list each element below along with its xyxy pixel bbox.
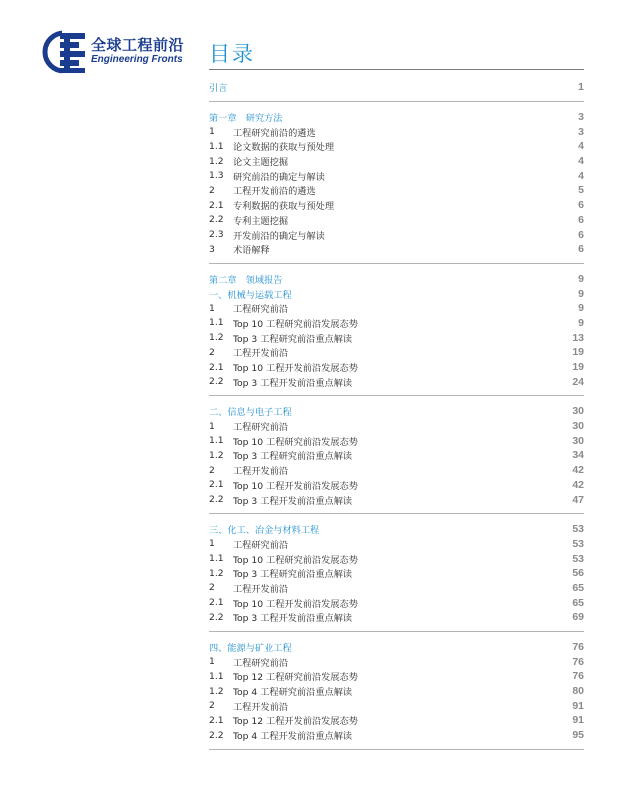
- toc-page-number: 53: [572, 523, 584, 536]
- toc-entry[interactable]: [209, 654, 584, 669]
- toc-entry-label: Top 4 工程研究前沿重点解读: [233, 687, 353, 699]
- toc-entry-label: Top 3 工程开发前沿重点解读: [233, 377, 353, 389]
- toc-page-number: 9: [578, 272, 584, 285]
- table-of-contents: [209, 80, 584, 758]
- toc-section: [209, 272, 584, 397]
- toc-section: [209, 110, 584, 264]
- toc-entry[interactable]: [209, 713, 584, 728]
- toc-page-number: 42: [572, 478, 584, 491]
- toc-entry[interactable]: [209, 154, 584, 169]
- toc-entry-label: Top 3 工程开发前沿重点解读: [233, 495, 353, 507]
- toc-heading[interactable]: [209, 110, 584, 125]
- toc-page-number: 34: [572, 449, 584, 462]
- toc-entry-number: 2.2: [209, 729, 224, 741]
- toc-page-number: 24: [572, 375, 584, 388]
- toc-page-number: 76: [572, 655, 584, 668]
- toc-entry[interactable]: [209, 581, 584, 596]
- toc-entry-number: 2.1: [209, 479, 224, 491]
- toc-entry-label: 工程研究前沿的遴选: [233, 127, 316, 139]
- toc-entry-label: 专利数据的获取与预处理: [233, 201, 335, 213]
- toc-page-number: 3: [578, 125, 584, 138]
- toc-entry[interactable]: [209, 242, 584, 257]
- toc-entry[interactable]: [209, 419, 584, 434]
- toc-entry[interactable]: [209, 669, 584, 684]
- toc-section: [209, 522, 584, 632]
- engineering-fronts-logo-icon: [42, 30, 86, 74]
- toc-entry-number: 1.3: [209, 170, 224, 182]
- toc-entry[interactable]: [209, 124, 584, 139]
- toc-entry-label: Top 10 工程开发前沿发展态势: [233, 598, 358, 610]
- toc-entry-label: 工程开发前沿: [233, 583, 289, 595]
- toc-page-number: 6: [578, 243, 584, 256]
- toc-entry[interactable]: [209, 551, 584, 566]
- toc-entry-number: 2: [209, 346, 215, 358]
- toc-entry-number: 2.1: [209, 199, 224, 211]
- toc-page-number: 19: [572, 361, 584, 374]
- toc-entry-number: 1.1: [209, 670, 224, 682]
- toc-entry[interactable]: [209, 301, 584, 316]
- toc-entry-label: 三、化工、冶金与材料工程: [209, 525, 320, 537]
- toc-entry-number: 2.1: [209, 714, 224, 726]
- toc-entry[interactable]: [209, 183, 584, 198]
- toc-entry-label: 工程开发前沿: [233, 701, 289, 713]
- toc-entry-number: 2.1: [209, 597, 224, 609]
- toc-heading[interactable]: [209, 80, 584, 95]
- toc-page-number: 3: [578, 111, 584, 124]
- toc-entry-number: 2.3: [209, 229, 224, 241]
- toc-entry-label: 工程研究前沿: [233, 657, 289, 669]
- toc-page-number: 42: [572, 464, 584, 477]
- toc-page-number: 30: [572, 434, 584, 447]
- toc-entry-number: 1: [209, 126, 215, 138]
- toc-section: [209, 404, 584, 514]
- toc-entry-number: 2: [209, 582, 215, 594]
- toc-entry[interactable]: [209, 433, 584, 448]
- toc-entry-number: 1.2: [209, 567, 224, 579]
- toc-entry-label: Top 3 工程研究前沿重点解读: [233, 333, 353, 345]
- toc-entry-label: Top 3 工程开发前沿重点解读: [233, 613, 353, 625]
- toc-page-number: 9: [578, 287, 584, 300]
- logo-chinese-name: 全球工程前沿: [91, 36, 185, 54]
- toc-entry[interactable]: [209, 316, 584, 331]
- toc-entry[interactable]: [209, 213, 584, 228]
- toc-page-number: 76: [572, 641, 584, 654]
- toc-entry-number: 1: [209, 538, 215, 550]
- toc-entry-number: 1: [209, 302, 215, 314]
- toc-entry-label: 第一章 研究方法: [209, 113, 283, 125]
- toc-entry-number: 2.2: [209, 494, 224, 506]
- toc-entry[interactable]: [209, 345, 584, 360]
- toc-entry-label: 工程研究前沿: [233, 539, 289, 551]
- toc-entry[interactable]: [209, 537, 584, 552]
- toc-entry-number: 1.1: [209, 553, 224, 565]
- title-divider: [209, 69, 584, 70]
- toc-entry-number: 1.2: [209, 449, 224, 461]
- toc-page-number: 80: [572, 685, 584, 698]
- toc-entry-number: 3: [209, 243, 215, 255]
- toc-page-number: 76: [572, 670, 584, 683]
- toc-page-number: 47: [572, 493, 584, 506]
- toc-entry-label: Top 12 工程研究前沿发展态势: [233, 672, 358, 684]
- toc-entry[interactable]: [209, 330, 584, 345]
- toc-entry-number: 2: [209, 184, 215, 196]
- toc-entry-label: 工程开发前沿: [233, 466, 289, 478]
- toc-page-number: 6: [578, 213, 584, 226]
- toc-entry-label: 开发前沿的确定与解读: [233, 230, 325, 242]
- toc-entry-label: 术语解释: [233, 245, 270, 257]
- toc-entry-number: 1: [209, 420, 215, 432]
- toc-page-number: 30: [572, 405, 584, 418]
- toc-entry[interactable]: [209, 227, 584, 242]
- page-title: 目录: [209, 42, 255, 66]
- toc-page-number: 5: [578, 184, 584, 197]
- toc-entry[interactable]: [209, 198, 584, 213]
- toc-entry-label: 工程开发前沿: [233, 348, 289, 360]
- toc-entry[interactable]: [209, 448, 584, 463]
- toc-entry-label: 二、信息与电子工程: [209, 407, 292, 419]
- toc-entry[interactable]: [209, 698, 584, 713]
- toc-page-number: 65: [572, 596, 584, 609]
- toc-entry-label: 论文数据的获取与预处理: [233, 142, 335, 154]
- brand-logo: [42, 30, 202, 76]
- toc-heading[interactable]: [209, 272, 584, 287]
- toc-entry[interactable]: [209, 360, 584, 375]
- toc-entry-number: 1.2: [209, 155, 224, 167]
- toc-entry-label: Top 3 工程研究前沿重点解读: [233, 451, 353, 463]
- toc-entry-number: 1.1: [209, 140, 224, 152]
- toc-entry-number: 2.1: [209, 361, 224, 373]
- toc-page-number: 13: [572, 331, 584, 344]
- toc-page-number: 91: [572, 699, 584, 712]
- toc-page-number: 91: [572, 714, 584, 727]
- toc-entry-number: 2.2: [209, 611, 224, 623]
- toc-entry[interactable]: [209, 463, 584, 478]
- toc-entry[interactable]: [209, 610, 584, 625]
- toc-page-number: 4: [578, 155, 584, 168]
- toc-entry[interactable]: [209, 566, 584, 581]
- toc-entry-number: 1.1: [209, 317, 224, 329]
- toc-heading[interactable]: [209, 640, 584, 655]
- toc-entry-number: 2.2: [209, 214, 224, 226]
- toc-page-number: 9: [578, 316, 584, 329]
- toc-entry-label: 工程研究前沿: [233, 422, 289, 434]
- toc-entry[interactable]: [209, 168, 584, 183]
- toc-entry-label: 第二章 领域报告: [209, 274, 283, 286]
- toc-entry[interactable]: [209, 684, 584, 699]
- toc-page-number: 9: [578, 302, 584, 315]
- toc-page-number: 30: [572, 420, 584, 433]
- toc-entry-label: 论文主题挖掘: [233, 157, 289, 169]
- toc-page-number: 95: [572, 729, 584, 742]
- toc-entry-number: 1.1: [209, 435, 224, 447]
- toc-entry-label: Top 3 工程研究前沿重点解读: [233, 569, 353, 581]
- toc-entry-label: 专利主题挖掘: [233, 215, 289, 227]
- toc-heading[interactable]: [209, 404, 584, 419]
- toc-entry-label: 研究前沿的确定与解读: [233, 171, 325, 183]
- toc-section: [209, 80, 584, 102]
- toc-entry-number: 2.2: [209, 376, 224, 388]
- toc-entry-number: 1.2: [209, 332, 224, 344]
- toc-entry-label: 一、机械与运载工程: [209, 289, 292, 301]
- toc-entry-number: 2: [209, 700, 215, 712]
- toc-entry-label: Top 10 工程研究前沿发展态势: [233, 554, 358, 566]
- toc-entry[interactable]: [209, 595, 584, 610]
- toc-page-number: 53: [572, 537, 584, 550]
- toc-page-number: 4: [578, 140, 584, 153]
- toc-page-number: 53: [572, 552, 584, 565]
- toc-entry-label: Top 12 工程开发前沿发展态势: [233, 716, 358, 728]
- toc-entry-number: 1.2: [209, 685, 224, 697]
- toc-entry-label: Top 10 工程开发前沿发展态势: [233, 363, 358, 375]
- toc-page-number: 1: [578, 81, 584, 94]
- toc-page-number: 65: [572, 581, 584, 594]
- toc-entry-label: Top 4 工程开发前沿重点解读: [233, 731, 353, 743]
- toc-entry[interactable]: [209, 139, 584, 154]
- toc-entry[interactable]: [209, 728, 584, 743]
- toc-page-number: 6: [578, 228, 584, 241]
- toc-entry-number: 1: [209, 656, 215, 668]
- toc-page-number: 6: [578, 199, 584, 212]
- toc-page-number: 56: [572, 567, 584, 580]
- logo-english-name: Engineering Fronts: [91, 54, 183, 65]
- toc-entry-label: Top 10 工程开发前沿发展态势: [233, 480, 358, 492]
- toc-entry[interactable]: [209, 492, 584, 507]
- toc-section: [209, 640, 584, 750]
- toc-heading[interactable]: [209, 286, 584, 301]
- toc-page-number: 19: [572, 346, 584, 359]
- toc-entry-label: Top 10 工程研究前沿发展态势: [233, 436, 358, 448]
- toc-entry-label: Top 10 工程研究前沿发展态势: [233, 318, 358, 330]
- toc-entry-label: 四、能源与矿业工程: [209, 643, 292, 655]
- toc-entry[interactable]: [209, 374, 584, 389]
- toc-heading[interactable]: [209, 522, 584, 537]
- toc-entry-label: 工程开发前沿的遴选: [233, 186, 316, 198]
- toc-entry-label: 工程研究前沿: [233, 304, 289, 316]
- toc-page-number: 4: [578, 169, 584, 182]
- toc-entry-number: 2: [209, 464, 215, 476]
- toc-entry[interactable]: [209, 478, 584, 493]
- toc-entry-label: 引言: [209, 83, 228, 95]
- toc-page-number: 69: [572, 611, 584, 624]
